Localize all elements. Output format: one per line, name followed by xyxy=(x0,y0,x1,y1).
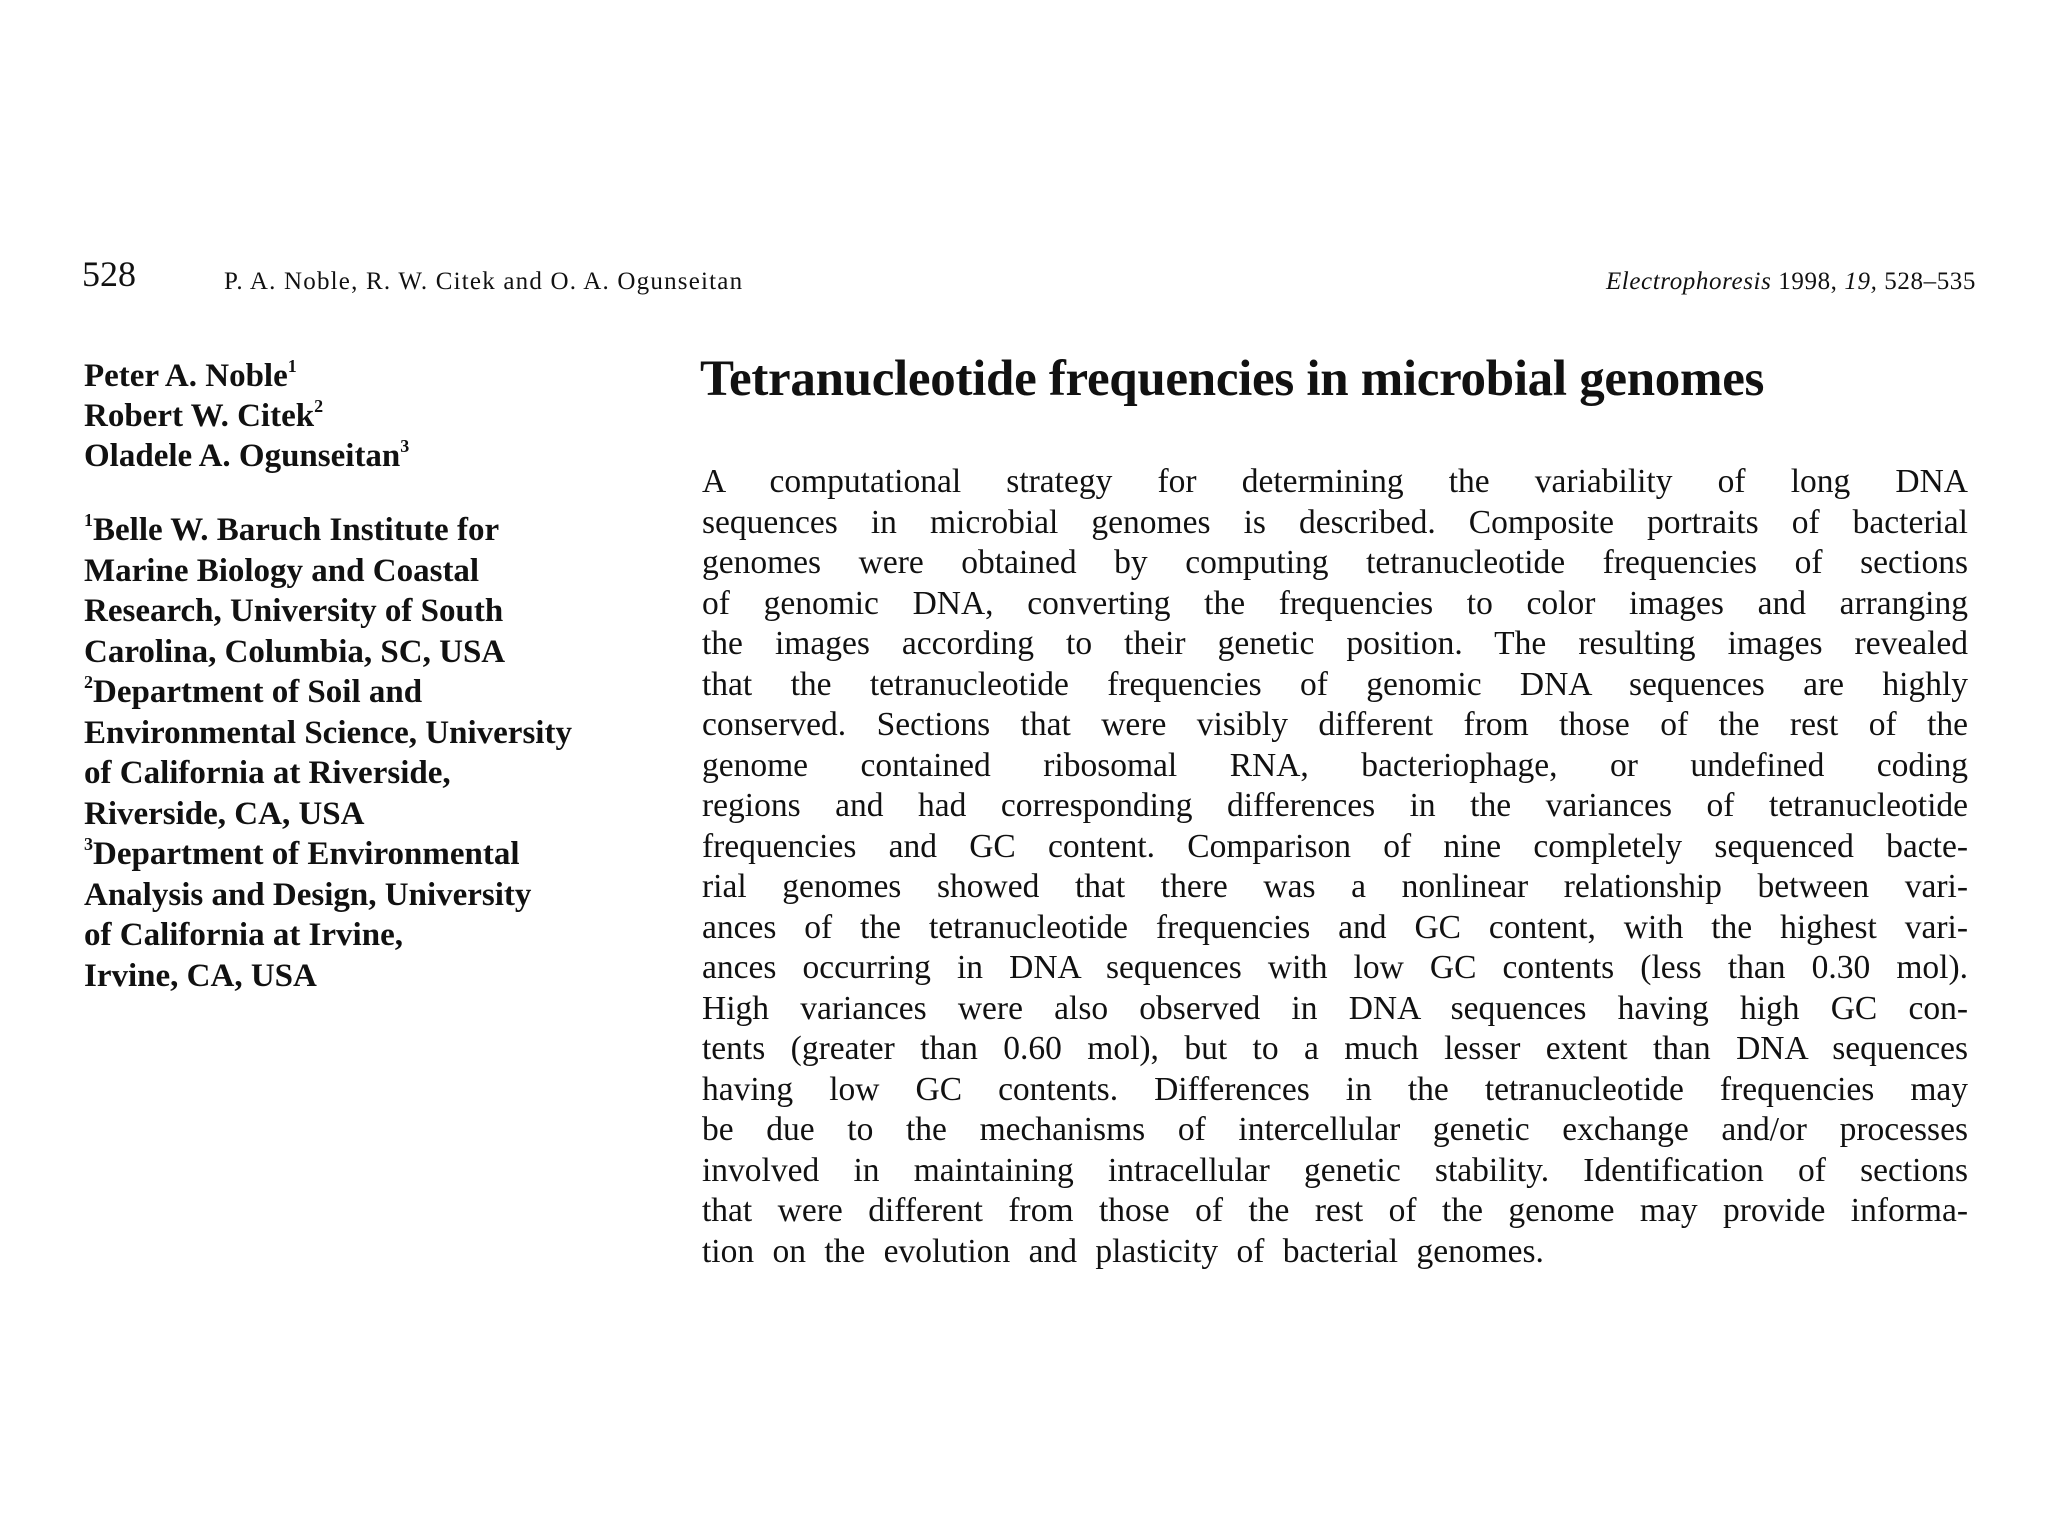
affiliation-line: of California at Irvine, xyxy=(84,917,403,953)
journal-pages: 528–535 xyxy=(1884,268,1976,295)
author-name: Oladele A. Ogunseitan$^3$ xyxy=(84,436,410,474)
affiliation-line: Research, University of South xyxy=(84,593,504,629)
affiliation-line: of California at Riverside, xyxy=(84,755,451,791)
abstract-line: that the tetranucleotide frequencies of genomic DNA sequences are highly xyxy=(702,665,1968,703)
abstract-line: ances of the tetranucleotide frequencies and GC content, with the highest vari- xyxy=(702,908,1968,946)
journal-citation xyxy=(1606,267,1976,297)
author-name: Robert W. Citek$^2$ xyxy=(84,396,324,434)
abstract-line: A computational strategy for determining the variability of long DNA xyxy=(702,463,1968,500)
abstract-line: conserved. Sections that were visibly different from those of the rest of the xyxy=(702,706,1968,743)
abstract-line: the images according to their genetic position. The resulting images revealed xyxy=(702,625,1968,662)
abstract-line: involved in maintaining intracellular genetic stability. Identification of sections xyxy=(702,1151,1968,1189)
abstract-line: of genomic DNA, converting the frequencies to color images and arranging xyxy=(702,584,1968,622)
abstract-line: tents (greater than 0.60 mol), but to a much lesser extent than DNA sequences xyxy=(702,1030,1968,1067)
page-number: 528 xyxy=(82,254,136,294)
abstract-line: ances occurring in DNA sequences with low GC contents (less than 0.30 mol). xyxy=(702,949,1968,986)
abstract-line: having low GC contents. Differences in the tetranucleotide frequencies may xyxy=(702,1070,1968,1108)
affiliation-marker: 1 xyxy=(84,510,93,530)
author-block xyxy=(84,356,644,996)
running-head-authors: P. A. Noble, R. W. Citek and O. A. Ogunseitan xyxy=(224,268,744,295)
journal-name: Electrophoresis xyxy=(1605,268,1772,295)
abstract-line: be due to the mechanisms of intercellular genetic exchange and/or processes xyxy=(702,1111,1968,1148)
article-title: Tetranucleotide frequencies in microbial genomes xyxy=(700,351,1765,407)
affiliation-line: Irvine, CA, USA xyxy=(84,957,317,994)
abstract-line: regions and had corresponding differences in the variances of tetranucleotide xyxy=(702,787,1968,824)
author-affiliation-marker: 1 xyxy=(287,356,297,376)
affiliation-line: Analysis and Design, University xyxy=(84,876,532,913)
journal-year: 1998, xyxy=(1778,268,1838,295)
author-name: Peter A. Noble$^1$ xyxy=(84,356,297,394)
affiliation-line: Marine Biology and Coastal xyxy=(84,552,480,589)
affiliation-marker: 2 xyxy=(84,672,93,692)
abstract-line: rial genomes showed that there was a nonlinear relationship between vari- xyxy=(702,868,1968,905)
affiliation-line: Carolina, Columbia, SC, USA xyxy=(84,633,506,670)
abstract-line: genome contained ribosomal RNA, bacteriophage, or undefined coding xyxy=(702,746,1968,784)
abstract-line: tion on the evolution and plasticity of bacterial genomes. xyxy=(702,1232,1544,1270)
affiliation-line: $^3$Department of Environmental xyxy=(84,834,520,872)
abstract-line: genomes were obtained by computing tetranucleotide frequencies of sections xyxy=(702,544,1968,581)
affiliations xyxy=(84,510,644,996)
affiliation-line: $^2$Department of Soil and xyxy=(84,672,423,710)
affiliation-marker: 3 xyxy=(84,834,93,854)
journal-volume: 19, xyxy=(1844,268,1878,295)
affiliation-line: Riverside, CA, USA xyxy=(84,795,365,832)
abstract-line: High variances were also observed in DNA sequences having high GC con- xyxy=(702,989,1968,1027)
abstract-line: that were different from those of the rest of the genome may provide informa- xyxy=(702,1192,1968,1229)
abstract-line: sequences in microbial genomes is described. Composite portraits of bacterial xyxy=(702,503,1968,541)
abstract xyxy=(702,462,1968,1272)
affiliation-line: Environmental Science, University xyxy=(84,714,572,751)
author-affiliation-marker: 2 xyxy=(314,396,324,416)
affiliation-line: $^1$Belle W. Baruch Institute for xyxy=(84,510,500,548)
abstract-line: frequencies and GC content. Comparison of nine completely sequenced bacte- xyxy=(702,827,1968,865)
author-affiliation-marker: 3 xyxy=(400,436,410,456)
